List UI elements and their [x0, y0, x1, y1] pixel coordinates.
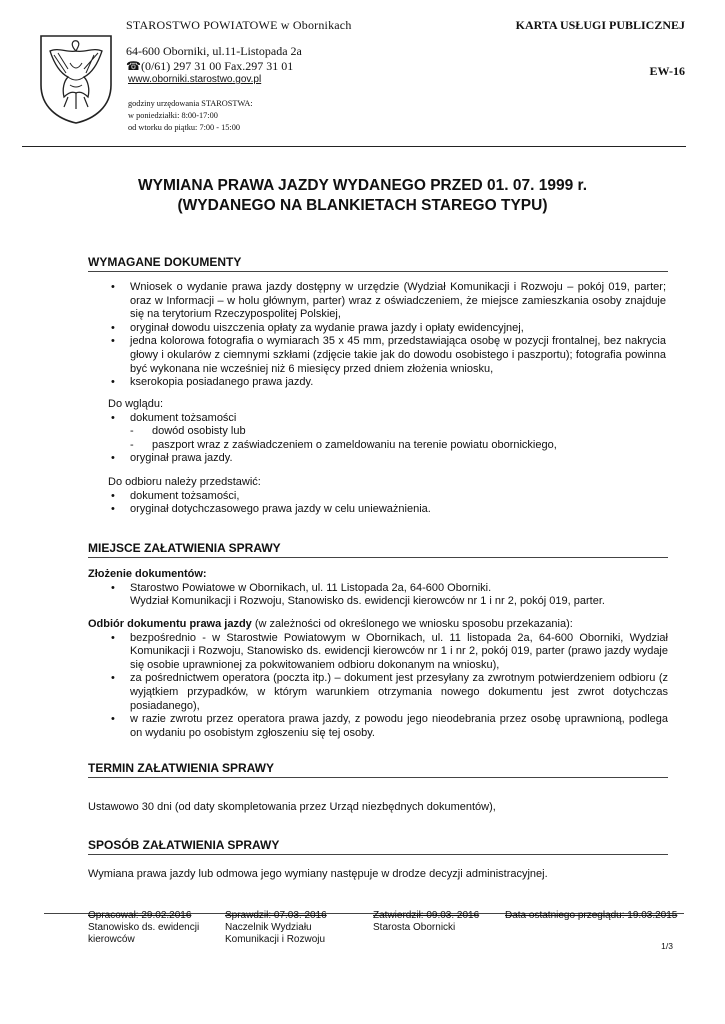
list-item: • oryginał dowodu uiszczenia opłaty za wydanie prawa jazdy i opłaty ewidencyjnej,	[108, 322, 666, 336]
approved-label: Zatwierdził: 09.03. 2016	[373, 910, 480, 921]
inspection-label: Do wglądu:	[108, 398, 164, 410]
pickup-label: Odbiór dokumentu prawa jazdy	[88, 618, 252, 630]
list-subitem: - paszport wraz z zaświadczeniem o zameldowaniu na terenie powiatu obornickiego,	[130, 439, 666, 453]
section-heading-deadline: TERMIN ZAŁATWIENIA SPRAWY	[88, 761, 668, 778]
pickup-heading	[88, 618, 668, 632]
section-heading-place: MIEJSCE ZAŁATWIENIA SPRAWY	[88, 541, 668, 558]
submission-label: Złożenie dokumentów:	[88, 568, 207, 580]
office-phone: ☎(0/61) 297 31 00 Fax.297 31 01	[126, 59, 294, 73]
checked-by-line-1: Naczelnik Wydziału	[225, 922, 312, 934]
header-divider	[22, 146, 686, 147]
pickup-note: (w zależności od określonego we wniosku sposobu przekazania):	[251, 618, 573, 630]
inspection-block	[108, 398, 666, 466]
card-title: KARTA USŁUGI PUBLICZNEJ	[515, 18, 685, 32]
footer-checked	[225, 910, 327, 947]
deadline-text: Ustawowo 30 dni (od daty skompletowania przez Urząd niezbędnych dokumentów),	[88, 801, 496, 813]
list-subitem: - dowód osobisty lub	[130, 425, 666, 439]
office-website-link[interactable]: www.oborniki.starostwo.gov.pl	[128, 74, 262, 85]
document-title	[0, 176, 725, 216]
office-address: 64-600 Oborniki, ul.11-Listopada 2a	[126, 44, 302, 58]
list-item: • za pośrednictwem operatora (poczta itp.) – dokument jest przesyłany za zwrotnym potwierdzeniem odbioru (z wyjątkiem przypadków, w którym warunkiem otrzymania nowego dokumentu jest zwrot dotychczas posiadanego),	[108, 672, 668, 713]
footer-approved	[373, 910, 479, 934]
section-heading-method: SPOSÓB ZAŁATWIENIA SPRAWY	[88, 838, 668, 855]
list-item: • dokument tożsamości	[108, 412, 666, 426]
office-hours	[128, 98, 253, 134]
coat-of-arms-logo	[38, 33, 114, 125]
prepared-by-line-1: Stanowisko ds. ewidencji	[88, 922, 200, 934]
hours-rest: od wtorku do piątku: 7:00 - 15:00	[128, 123, 240, 132]
list-item: • oryginał prawa jazdy.	[108, 452, 666, 466]
footer-review	[505, 910, 677, 922]
submission-line-2: Wydział Komunikacji i Rozwoju, Stanowisko ds. ewidencji kierowców nr 1 i nr 2, pokój 019, parter.	[130, 595, 605, 608]
pickup-block	[88, 618, 668, 740]
required-documents-list	[108, 281, 666, 390]
list-item	[108, 582, 668, 609]
submission-block	[88, 568, 668, 609]
pickup-requirements-block	[108, 476, 666, 517]
card-code: EW-16	[649, 64, 685, 78]
hours-monday: w poniedziałki: 8:00-17:00	[128, 111, 218, 120]
checked-by-line-2: Komunikacji i Rozwoju	[225, 934, 326, 946]
list-item: • jedna kolorowa fotografia o wymiarach 35 x 45 mm, przedstawiająca osobę w pozycji frontalnej, bez nakrycia głowy i okularów z ciemnymi szkłami (zdjęcie takie jak do dowodu osobistego i paszportu); fotografia powinna być wykonana nie wcześniej niż 6 miesięcy przed dniem złożenia wniosku,	[108, 335, 666, 376]
method-text: Wymiana prawa jazdy lub odmowa jego wymiany następuje w drodze decyzji administracyjnej.	[88, 868, 548, 880]
page-number: 1/3	[661, 941, 673, 951]
list-item: • bezpośrednio - w Starostwie Powiatowym w Obornikach, ul. 11 listopada 2a, 64-600 Oborniki, Wydział Komunikacji i Rozwoju, Stanowisko ds. ewidencji kierowców nr 1 i nr 2, pokój 019, parter (prawo jazdy wydaje się osobie uprawnionej za pokwitowaniem odbioru dokonanym na wniosku),	[108, 632, 668, 673]
title-line-1: WYMIANA PRAWA JAZDY WYDANEGO PRZED 01. 07. 1999 r.	[137, 177, 588, 194]
review-label: Data ostatniego przeglądu: 19.03.2015	[505, 910, 678, 921]
prepared-label: Opracował: 29.02.2016	[88, 910, 192, 921]
list-item: • Wniosek o wydanie prawa jazdy dostępny w urzędzie (Wydział Komunikacji i Rozwoju – pokój 019, parter; oraz w Informacji – w holu głównym, parter) wraz z oświadczeniem, że miejsce zamieszkania osoby znajduje się na terytorium Rzeczypospolitej Polskiej,	[108, 281, 666, 322]
checked-label: Sprawdził: 07.03. 2016	[225, 910, 327, 921]
pickup-requirements-label: Do odbioru należy przedstawić:	[108, 476, 261, 488]
submission-line-1: Starostwo Powiatowe w Obornikach, ul. 11 Listopada 2a, 64-600 Oborniki.	[130, 581, 492, 594]
office-name: STAROSTWO POWIATOWE w Obornikach	[126, 18, 352, 32]
title-line-2: (WYDANEGO NA BLANKIETACH STAREGO TYPU)	[177, 197, 548, 214]
list-item: • w razie zwrotu przez operatora prawa jazdy, z powodu jego nieodebrania przez osobę uprawnioną, podlega on wydaniu po osobistym zgłoszeniu się tej osoby.	[108, 713, 668, 740]
prepared-by-line-2: kierowców	[88, 934, 135, 946]
hours-title: godziny urzędowania STAROSTWA:	[128, 99, 253, 108]
approved-by: Starosta Obornicki	[373, 922, 456, 934]
list-item: • dokument tożsamości,	[108, 490, 666, 504]
list-item: • oryginał dotychczasowego prawa jazdy w celu unieważnienia.	[108, 503, 666, 517]
section-heading-required-documents: WYMAGANE DOKUMENTY	[88, 255, 668, 272]
footer-prepared	[88, 910, 199, 947]
list-item: • kserokopia posiadanego prawa jazdy.	[108, 376, 666, 390]
